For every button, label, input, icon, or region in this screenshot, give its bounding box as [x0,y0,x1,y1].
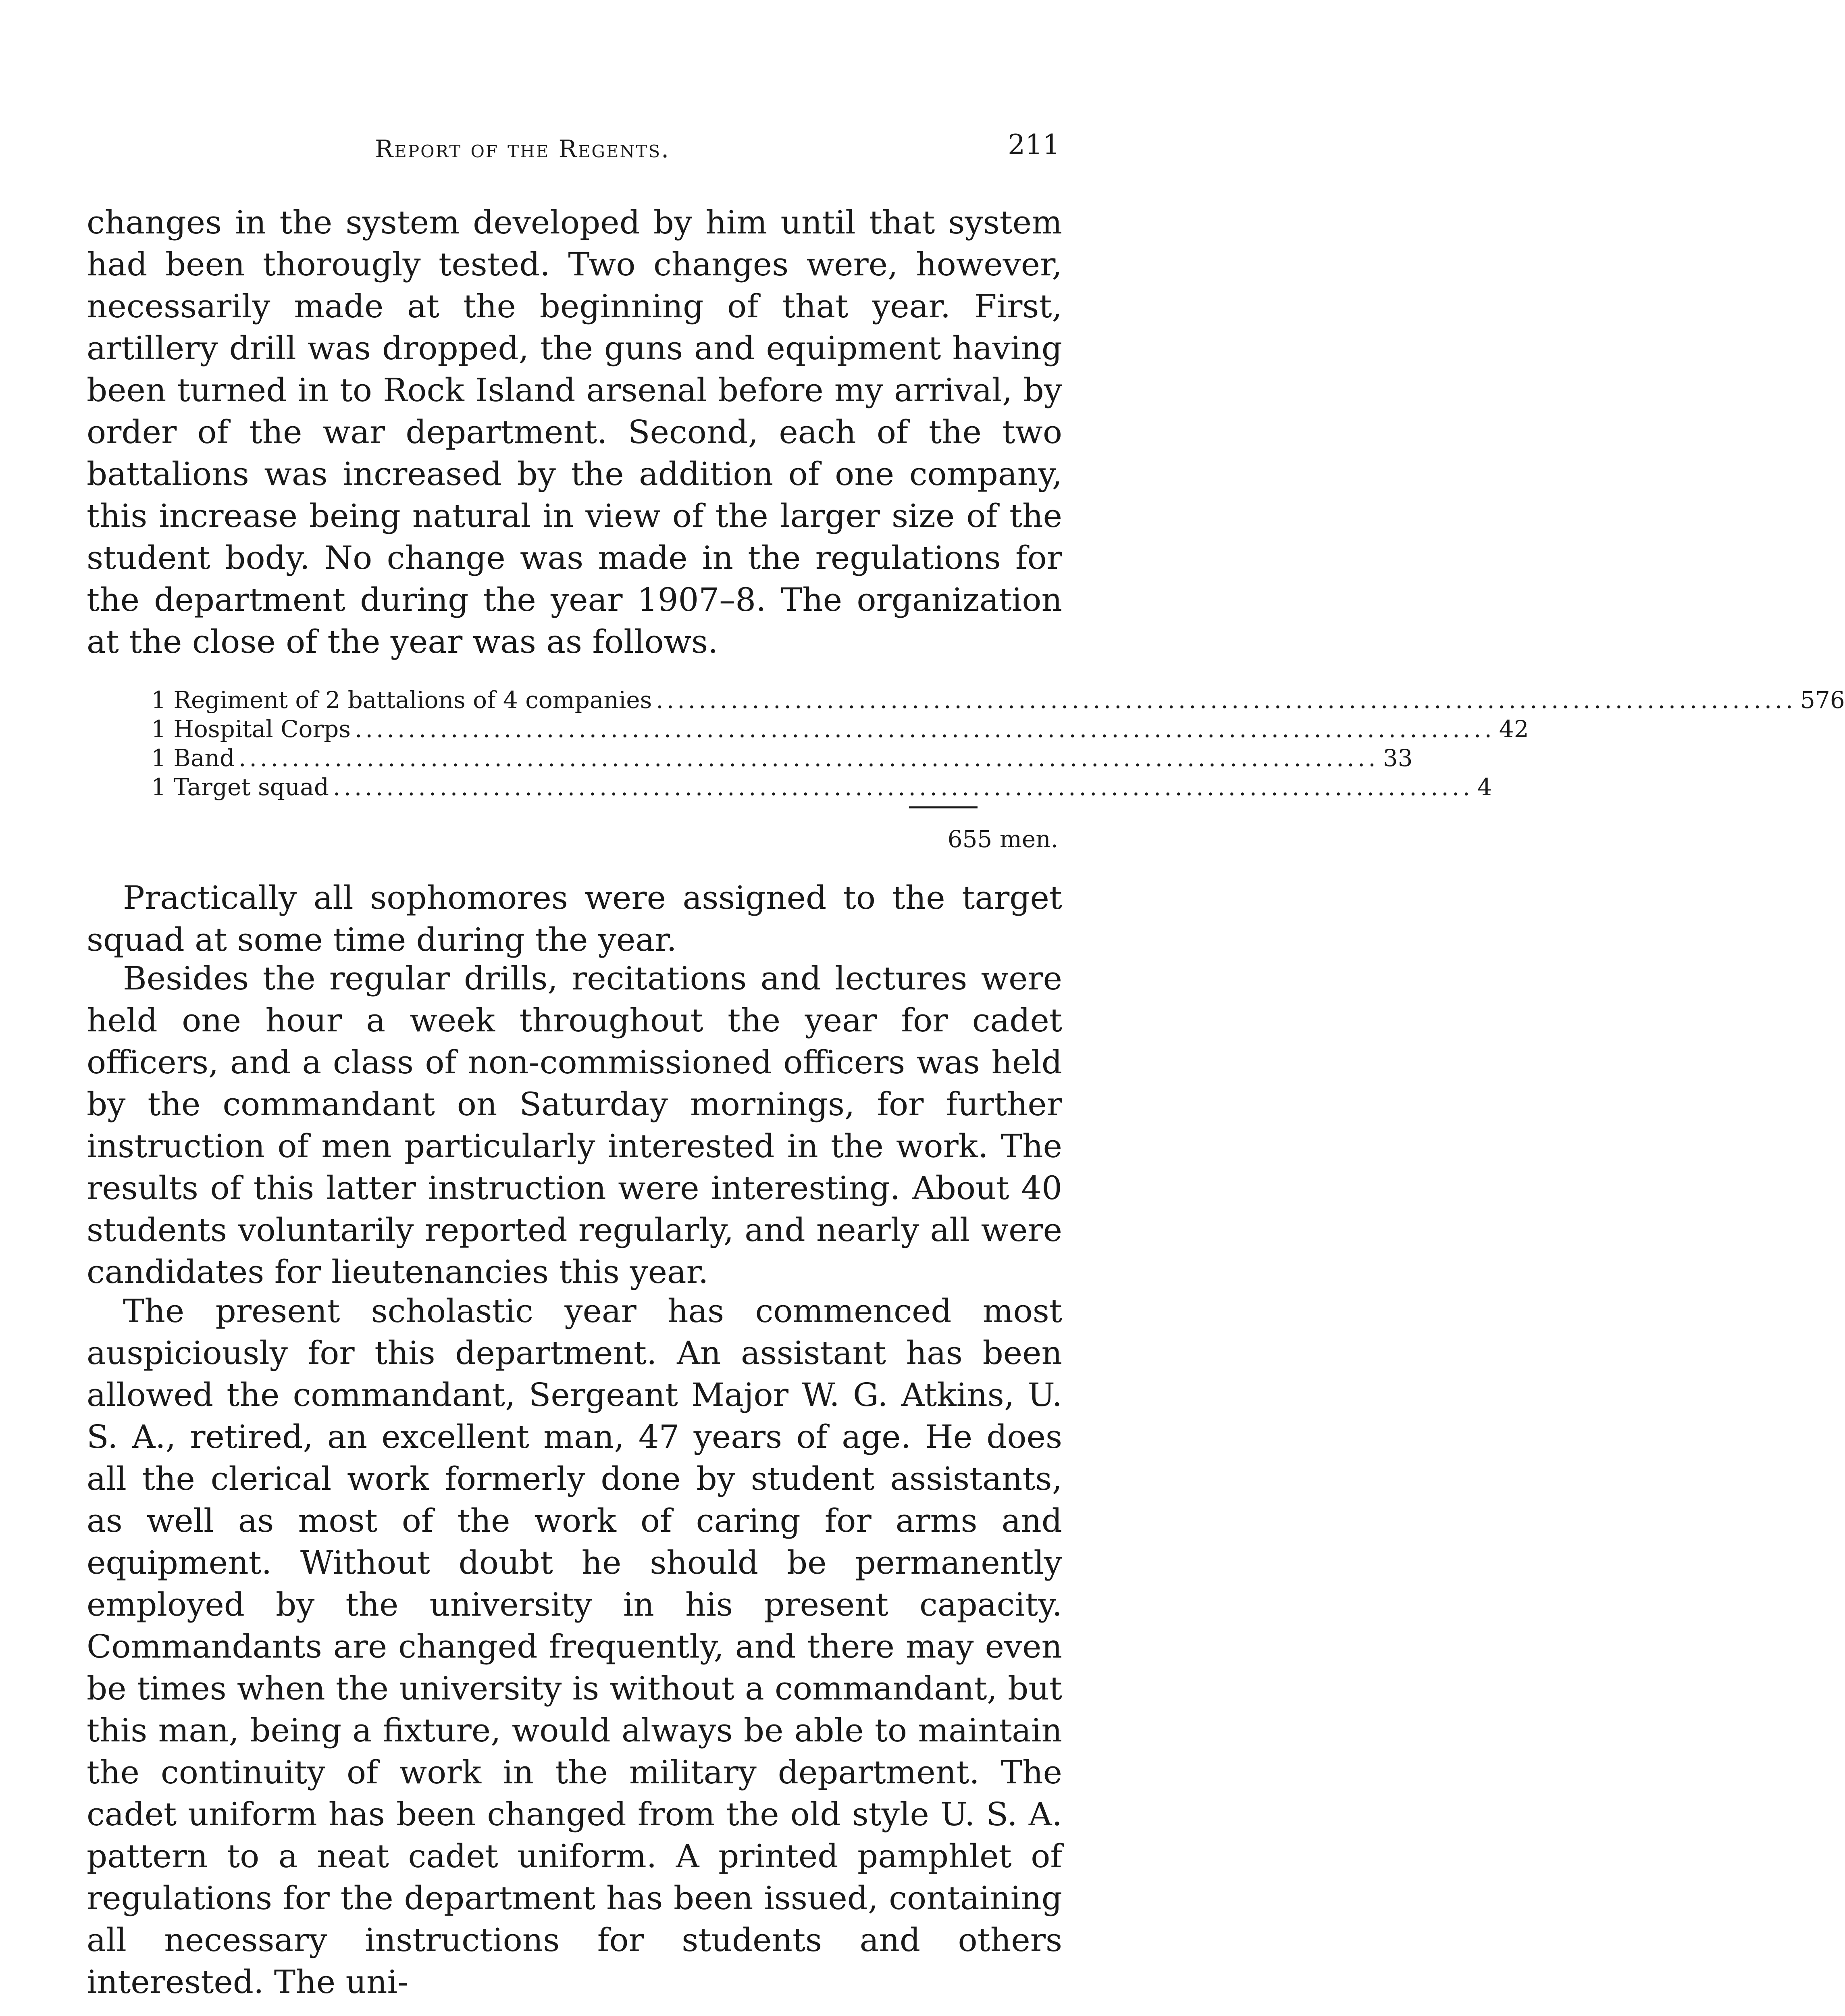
running-head: Report of the Regents. [375,135,670,163]
org-row-label: 1 Regiment of 2 battalions of 4 companies [151,686,652,714]
paragraph-4: The present scholastic year has commenced most auspiciously for this department. An assistant has been allowed the commandant, Sergeant Major W. G. Atkins, U. S. A., retired, an excellent man, 47 years of age. He does all the clerical work formerly done by student assistants, as well as most of the work of caring for arms and equipment. Without doubt he should be permanently employed by the university in his present capacity. Commandants are changed frequently, and there may even be times when the university is without a commandant, but this man, being a fixture, would always be able to maintain the continuity of work in the military department. The cadet uniform has been changed from the old style U. S. A. pattern to a neat cadet uniform. A printed pamphlet of regulations for the department has been issued, containing all necessary instructions for students and others interested. The uni- [87,1292,1062,2001]
paragraph-1: changes in the system developed by him until that system had been thorougly tested. Two changes were, however, necessarily made at the beginning of that year. First, artillery drill was dropped, the guns and equipment having been turned in to Rock Island arsenal before my arrival, by order of the war department. Second, each of the two battalions was increased by the addition of one company, this increase being natural in view of the larger size of the student body. No change was made in the regulations for the department during the year 1907–8. The organization at the close of the year was as follows. [87,204,1062,660]
org-row-label: 1 Target squad [151,773,329,801]
dot-leader: ........................................................................................................... [355,715,1495,743]
org-row [151,685,1845,714]
sum-rule [909,806,978,808]
org-row [151,773,1492,802]
org-row-count: 42 [1499,715,1529,743]
dot-leader: ........................................................................................................... [656,686,1797,714]
org-row-count: 576 [1800,686,1845,714]
page-number: 211 [1008,129,1060,161]
org-total: 655 men. [947,825,1058,853]
org-row-count: 4 [1477,773,1492,801]
paragraph-2: Practically all sophomores were assigned to the target squad at some time during the year. [87,879,1062,958]
dot-leader: ........................................................................................................... [239,744,1379,772]
org-row-label: 1 Hospital Corps [151,715,351,743]
org-row [151,714,1529,744]
organization-table [151,685,1845,854]
org-row-count: 33 [1383,744,1413,772]
org-row [151,744,1413,773]
dot-leader: ........................................................................................................... [333,773,1473,801]
paragraph-3: Besides the regular drills, recitations and lectures were held one hour a week throughout the year for cadet officers, and a class of non-commissioned officers was held by the commandant on Saturday mornings, for further instruction of men particularly interested in the work. The results of this latter instruction were interesting. About 40 students voluntarily reported regularly, and nearly all were candidates for lieutenancies this year. [87,960,1062,1291]
org-row-label: 1 Band [151,744,235,772]
